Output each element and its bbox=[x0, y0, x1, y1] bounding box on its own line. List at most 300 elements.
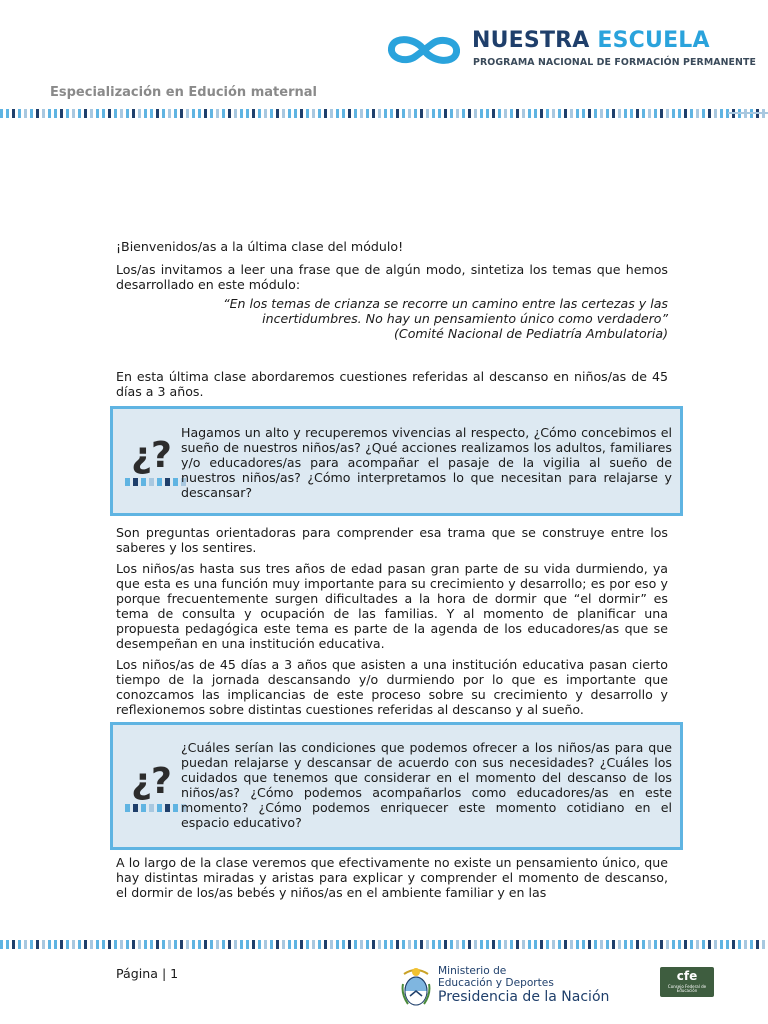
stripe-segment bbox=[582, 940, 585, 949]
stripe-segment bbox=[180, 940, 183, 949]
stripe-segment bbox=[330, 940, 333, 949]
stripe-segment bbox=[252, 940, 255, 949]
stripe-segment bbox=[756, 940, 759, 949]
stripe-segment bbox=[342, 109, 345, 118]
stripe-segment bbox=[654, 940, 657, 949]
stripe-segment bbox=[534, 940, 537, 949]
stripe-segment bbox=[522, 940, 525, 949]
stripe-segment bbox=[300, 940, 303, 949]
ministry-line-2: Educación y Deportes bbox=[438, 977, 554, 989]
stripe-segment bbox=[444, 940, 447, 949]
stripe-segment bbox=[648, 940, 651, 949]
stripe-segment bbox=[354, 109, 357, 118]
stripe-segment bbox=[696, 940, 699, 949]
stripe-segment bbox=[762, 940, 765, 949]
stripe-segment bbox=[708, 109, 711, 118]
stripe-segment bbox=[192, 109, 195, 118]
stripe-segment bbox=[150, 109, 153, 118]
stripe-segment bbox=[498, 109, 501, 118]
stripe-segment bbox=[12, 940, 15, 949]
stripe-segment bbox=[48, 940, 51, 949]
stripe-segment bbox=[282, 940, 285, 949]
welcome-text: ¡Bienvenidos/as a la última clase del módulo! bbox=[116, 239, 404, 254]
stripe-segment bbox=[714, 109, 717, 118]
stripe-segment bbox=[474, 109, 477, 118]
stripe-segment bbox=[96, 109, 99, 118]
stripe-segment bbox=[84, 940, 87, 949]
stripe-segment bbox=[468, 940, 471, 949]
stripe-segment bbox=[282, 109, 285, 118]
stripe-segment bbox=[420, 109, 423, 118]
stripe-segment bbox=[288, 109, 291, 118]
icon-bar bbox=[141, 478, 146, 486]
sleep-text: Los niños/as hasta sus tres años de edad pasan gran parte de su vida durmiendo, ya que esta es una función muy importante para su crecimiento y desarrollo; es por eso y porque frecuentemente surgen dificultades a la hora de dormir que “el dormir” es tema de consulta y ocupación de las familias. Y al momento de planificar una propuesta pedagógica este tema es parte de la agenda de los educadores/as que se desempeñan en una institución educativa. bbox=[116, 561, 668, 651]
stripe-segment bbox=[228, 109, 231, 118]
stripe-segment bbox=[492, 940, 495, 949]
stripe-segment bbox=[402, 940, 405, 949]
stripe-segment bbox=[288, 940, 291, 949]
stripe-segment bbox=[132, 109, 135, 118]
stripe-segment bbox=[228, 940, 231, 949]
stripe-segment bbox=[210, 940, 213, 949]
stripe-segment bbox=[60, 109, 63, 118]
stripe-segment bbox=[474, 940, 477, 949]
stripe-segment bbox=[342, 940, 345, 949]
icon-bar bbox=[157, 804, 162, 812]
logo-title bbox=[472, 28, 710, 53]
institution-text: Los niños/as de 45 días a 3 años que asisten a una institución educativa pasan cierto tiempo de la jornada descansando y/o durmiendo por lo que es importante que conozcamos las implicancias de este proceso sobre su crecimiento y desarrollo y reflexionemos sobre distintas cuestiones referidas al descanso y al sueño. bbox=[116, 657, 668, 717]
stripe-segment bbox=[636, 109, 639, 118]
question-box-2 bbox=[110, 722, 683, 850]
stripe-segment bbox=[642, 109, 645, 118]
stripe-segment bbox=[612, 940, 615, 949]
stripe-segment bbox=[630, 940, 633, 949]
stripe-segment bbox=[234, 940, 237, 949]
stripe-segment bbox=[108, 109, 111, 118]
quote-line-1: “En los temas de crianza se recorre un camino entre las certezas y las bbox=[223, 296, 668, 311]
stripe-segment bbox=[678, 940, 681, 949]
stripe-segment bbox=[222, 940, 225, 949]
stripe-segment bbox=[42, 940, 45, 949]
stripe-segment bbox=[144, 109, 147, 118]
stripe-segment bbox=[144, 940, 147, 949]
stripe-segment bbox=[198, 109, 201, 118]
stripe-segment bbox=[318, 940, 321, 949]
stripe-segment bbox=[540, 109, 543, 118]
stripe-segment bbox=[120, 109, 123, 118]
stripe-segment bbox=[600, 940, 603, 949]
stripe-segment bbox=[576, 940, 579, 949]
stripe-segment bbox=[366, 940, 369, 949]
cfe-subtitle: Consejo Federal de Educación bbox=[667, 984, 707, 993]
icon-bar bbox=[125, 804, 130, 812]
stripe-segment bbox=[306, 940, 309, 949]
stripe-segment bbox=[240, 940, 243, 949]
nuestra-escuela-logo bbox=[384, 26, 757, 76]
page-number: Página | 1 bbox=[116, 966, 179, 981]
stripe-segment bbox=[126, 109, 129, 118]
icon-bar bbox=[133, 478, 138, 486]
stripe-segment bbox=[0, 109, 3, 118]
stripe-segment bbox=[18, 940, 21, 949]
stripe-segment bbox=[126, 940, 129, 949]
stripe-segment bbox=[372, 940, 375, 949]
ministry-logo bbox=[400, 964, 640, 1012]
stripe-segment bbox=[696, 109, 699, 118]
stripe-segment bbox=[198, 940, 201, 949]
stripe-segment bbox=[528, 109, 531, 118]
icon-bar bbox=[165, 478, 170, 486]
stripe-segment bbox=[156, 940, 159, 949]
icon-bar bbox=[173, 478, 178, 486]
stripe-segment bbox=[162, 109, 165, 118]
stripe-segment bbox=[348, 109, 351, 118]
icon-bar bbox=[141, 804, 146, 812]
question-mark-glyph: ¿? bbox=[131, 435, 171, 476]
logo-subtitle: PROGRAMA NACIONAL DE FORMACIÓN PERMANENTE bbox=[473, 57, 757, 68]
stripe-segment bbox=[294, 109, 297, 118]
stripe-segment bbox=[48, 109, 51, 118]
stripe-segment bbox=[78, 109, 81, 118]
stripe-segment bbox=[6, 940, 9, 949]
stripe-segment bbox=[480, 109, 483, 118]
guiding-text: Son preguntas orientadoras para comprender esa trama que se construye entre los saberes y los sentires. bbox=[116, 525, 668, 555]
stripe-segment bbox=[678, 109, 681, 118]
stripe-segment bbox=[594, 109, 597, 118]
stripe-segment bbox=[108, 940, 111, 949]
stripe-segment bbox=[408, 940, 411, 949]
stripe-segment bbox=[222, 109, 225, 118]
stripe-segment bbox=[582, 109, 585, 118]
stripe-segment bbox=[36, 940, 39, 949]
stripe-segment bbox=[102, 940, 105, 949]
stripe-segment bbox=[480, 940, 483, 949]
stripe-segment bbox=[312, 109, 315, 118]
stripe-segment bbox=[552, 940, 555, 949]
stripe-segment bbox=[258, 109, 261, 118]
national-shield-icon bbox=[400, 964, 432, 1008]
stripe-segment bbox=[354, 940, 357, 949]
stripe-segment bbox=[594, 940, 597, 949]
intro-text: Los/as invitamos a leer una frase que de algún modo, sintetiza los temas que hemos desarrollado en este módulo: bbox=[116, 262, 668, 292]
stripe-segment bbox=[432, 940, 435, 949]
stripe-segment bbox=[432, 109, 435, 118]
class-intro-paragraph bbox=[116, 369, 668, 399]
stripe-segment bbox=[180, 109, 183, 118]
infinity-logo-icon bbox=[384, 30, 464, 70]
stripe-segment bbox=[114, 109, 117, 118]
stripe-segment bbox=[666, 940, 669, 949]
icon-bar bbox=[125, 478, 130, 486]
stripe-segment bbox=[456, 109, 459, 118]
stripe-segment bbox=[750, 940, 753, 949]
stripe-segment bbox=[54, 940, 57, 949]
stripe-segment bbox=[498, 940, 501, 949]
stripe-segment bbox=[78, 940, 81, 949]
stripe-segment bbox=[516, 940, 519, 949]
stripe-segment bbox=[264, 940, 267, 949]
stripe-segment bbox=[588, 109, 591, 118]
stripe-segment bbox=[672, 109, 675, 118]
stripe-segment bbox=[708, 940, 711, 949]
stripe-segment bbox=[300, 109, 303, 118]
stripe-segment bbox=[618, 109, 621, 118]
stripe-segment bbox=[702, 940, 705, 949]
stripe-segment bbox=[90, 109, 93, 118]
stripe-segment bbox=[612, 109, 615, 118]
stripe-segment bbox=[204, 109, 207, 118]
ministry-line-1: Ministerio de bbox=[438, 965, 507, 977]
stripe-segment bbox=[462, 109, 465, 118]
question-box-2-text: ¿Cuáles serían las condiciones que podemos ofrecer a los niños/as para que puedan relajarse y descansar de acuerdo con sus necesidades? ¿Cuáles los cuidados que tenemos que considerar en el momento del descanso de los niños/as? ¿Cómo podemos acompañarlos como educadores/as en este momento? ¿Cómo podemos enriquecer este momento cotidiano en el espacio educativo? bbox=[181, 740, 672, 830]
stripe-segment bbox=[456, 940, 459, 949]
stripe-segment bbox=[504, 940, 507, 949]
stripe-segment bbox=[18, 109, 21, 118]
stripe-segment bbox=[390, 109, 393, 118]
stripe-segment bbox=[564, 940, 567, 949]
stripe-segment bbox=[24, 940, 27, 949]
stripe-segment bbox=[66, 109, 69, 118]
stripe-segment bbox=[276, 109, 279, 118]
stripe-segment bbox=[636, 940, 639, 949]
stripe-segment bbox=[66, 940, 69, 949]
stripe-segment bbox=[660, 109, 663, 118]
stripe-segment bbox=[600, 109, 603, 118]
stripe-segment bbox=[138, 940, 141, 949]
stripe-segment bbox=[660, 940, 663, 949]
stripe-segment bbox=[648, 109, 651, 118]
stripe-segment bbox=[576, 109, 579, 118]
sleep-paragraph bbox=[116, 561, 668, 651]
icon-bar bbox=[133, 804, 138, 812]
stripe-segment bbox=[510, 109, 513, 118]
stripe-segment bbox=[216, 940, 219, 949]
stripe-segment bbox=[348, 940, 351, 949]
stripe-segment bbox=[246, 940, 249, 949]
stripe-segment bbox=[666, 109, 669, 118]
stripe-segment bbox=[102, 109, 105, 118]
class-intro-text: En esta última clase abordaremos cuestiones referidas al descanso en niños/as de 45 días a 3 años. bbox=[116, 369, 668, 399]
stripe-segment bbox=[546, 109, 549, 118]
stripe-segment bbox=[384, 940, 387, 949]
stripe-segment bbox=[684, 940, 687, 949]
stripe-segment bbox=[642, 940, 645, 949]
stripe-segment bbox=[294, 940, 297, 949]
stripe-segment bbox=[570, 109, 573, 118]
stripe-segment bbox=[522, 109, 525, 118]
stripe-segment bbox=[324, 109, 327, 118]
stripe-segment bbox=[192, 940, 195, 949]
stripe-segment bbox=[240, 109, 243, 118]
stripe-segment bbox=[414, 109, 417, 118]
guiding-paragraph bbox=[116, 525, 668, 555]
stripe-segment bbox=[606, 940, 609, 949]
stripe-segment bbox=[276, 940, 279, 949]
stripe-segment bbox=[426, 109, 429, 118]
stripe-segment bbox=[690, 109, 693, 118]
stripe-segment bbox=[714, 940, 717, 949]
stripe-segment bbox=[174, 940, 177, 949]
stripe-segment bbox=[450, 940, 453, 949]
stripe-segment bbox=[174, 109, 177, 118]
stripe-segment bbox=[264, 109, 267, 118]
stripe-segment bbox=[12, 109, 15, 118]
stripe-segment bbox=[516, 109, 519, 118]
icon-bar bbox=[149, 804, 154, 812]
question-box-1 bbox=[110, 406, 683, 516]
stripe-segment bbox=[336, 940, 339, 949]
stripe-segment bbox=[426, 940, 429, 949]
stripe-segment bbox=[216, 109, 219, 118]
decorative-stripe-top bbox=[0, 109, 768, 121]
stripe-segment bbox=[744, 940, 747, 949]
stripe-segment bbox=[72, 940, 75, 949]
logo-word-escuela: ESCUELA bbox=[597, 28, 710, 53]
stripe-segment bbox=[270, 109, 273, 118]
stripe-segment bbox=[546, 940, 549, 949]
stripe-segment bbox=[738, 940, 741, 949]
stripe-line bbox=[728, 112, 768, 114]
stripe-segment bbox=[168, 940, 171, 949]
stripe-segment bbox=[588, 940, 591, 949]
closing-text: A lo largo de la clase veremos que efectivamente no existe un pensamiento único, que hay distintas miradas y aristas para explicar y comprender el momento de descanso, el dormir de los/as bebés y niños/as en el ambiente familiar y en las bbox=[116, 855, 668, 900]
stripe-segment bbox=[390, 940, 393, 949]
icon-bar bbox=[157, 478, 162, 486]
stripe-segment bbox=[378, 940, 381, 949]
stripe-segment bbox=[726, 940, 729, 949]
stripe-segment bbox=[720, 940, 723, 949]
stripe-segment bbox=[186, 109, 189, 118]
stripe-segment bbox=[156, 109, 159, 118]
stripe-segment bbox=[486, 940, 489, 949]
stripe-segment bbox=[558, 940, 561, 949]
stripe-segment bbox=[318, 109, 321, 118]
stripe-segment bbox=[96, 940, 99, 949]
stripe-segment bbox=[366, 109, 369, 118]
stripe-segment bbox=[24, 109, 27, 118]
closing-paragraph bbox=[116, 855, 668, 900]
stripe-segment bbox=[324, 940, 327, 949]
stripe-segment bbox=[408, 109, 411, 118]
stripe-segment bbox=[72, 109, 75, 118]
quote-block bbox=[116, 296, 668, 341]
stripe-segment bbox=[396, 940, 399, 949]
stripe-segment bbox=[270, 940, 273, 949]
question-mark-glyph: ¿? bbox=[131, 761, 171, 802]
stripe-segment bbox=[132, 940, 135, 949]
stripe-segment bbox=[552, 109, 555, 118]
stripe-segment bbox=[6, 109, 9, 118]
stripe-segment bbox=[624, 109, 627, 118]
stripe-segment bbox=[210, 109, 213, 118]
stripe-segment bbox=[720, 109, 723, 118]
stripe-segment bbox=[450, 109, 453, 118]
stripe-segment bbox=[84, 109, 87, 118]
stripe-segment bbox=[360, 940, 363, 949]
stripe-segment bbox=[306, 109, 309, 118]
stripe-segment bbox=[384, 109, 387, 118]
stripe-segment bbox=[246, 109, 249, 118]
cfe-label: cfe bbox=[676, 969, 698, 983]
stripe-segment bbox=[90, 940, 93, 949]
stripe-segment bbox=[114, 940, 117, 949]
decorative-stripe-bottom bbox=[0, 940, 768, 952]
stripe-segment bbox=[702, 109, 705, 118]
stripe-segment bbox=[252, 109, 255, 118]
stripe-segment bbox=[30, 940, 33, 949]
ministry-line-3: Presidencia de la Nación bbox=[438, 989, 610, 1005]
stripe-segment bbox=[510, 940, 513, 949]
stripe-segment bbox=[444, 109, 447, 118]
stripe-segment bbox=[624, 940, 627, 949]
stripe-segment bbox=[60, 940, 63, 949]
stripe-segment bbox=[558, 109, 561, 118]
stripe-segment bbox=[330, 109, 333, 118]
stripe-segment bbox=[150, 940, 153, 949]
institution-paragraph bbox=[116, 657, 668, 717]
icon-bar bbox=[149, 478, 154, 486]
stripe-segment bbox=[618, 940, 621, 949]
welcome-paragraph bbox=[116, 239, 668, 254]
stripe-segment bbox=[168, 109, 171, 118]
stripe-segment bbox=[492, 109, 495, 118]
stripe-segment bbox=[204, 940, 207, 949]
stripe-segment bbox=[570, 940, 573, 949]
stripe-segment bbox=[30, 109, 33, 118]
intro-paragraph bbox=[116, 262, 668, 292]
stripe-segment bbox=[468, 109, 471, 118]
stripe-segment bbox=[438, 940, 441, 949]
cfe-logo bbox=[660, 967, 714, 997]
stripe-segment bbox=[162, 940, 165, 949]
stripe-segment bbox=[0, 940, 3, 949]
stripe-segment bbox=[258, 940, 261, 949]
stripe-segment bbox=[732, 940, 735, 949]
stripe-segment bbox=[42, 109, 45, 118]
stripe-segment bbox=[372, 109, 375, 118]
stripe-segment bbox=[534, 109, 537, 118]
quote-source: (Comité Nacional de Pediatría Ambulatoria) bbox=[394, 326, 668, 341]
icon-bar bbox=[165, 804, 170, 812]
stripe-segment bbox=[186, 940, 189, 949]
stripe-segment bbox=[336, 109, 339, 118]
icon-bar bbox=[173, 804, 178, 812]
stripe-segment bbox=[540, 940, 543, 949]
stripe-segment bbox=[486, 109, 489, 118]
stripe-segment bbox=[630, 109, 633, 118]
stripe-segment bbox=[672, 940, 675, 949]
stripe-segment bbox=[462, 940, 465, 949]
stripe-segment bbox=[606, 109, 609, 118]
stripe-segment bbox=[378, 109, 381, 118]
question-box-1-text: Hagamos un alto y recuperemos vivencias al respecto, ¿Cómo concebimos el sueño de nuestros niños/as? ¿Qué acciones realizamos los adultos, familiares y/o educadores/as para acompañar el pasaje de la vigilia al sueño de nuestros niños/as? ¿Cómo interpretamos lo que necesitan para relajarse y descansar? bbox=[181, 425, 672, 500]
stripe-segment bbox=[234, 109, 237, 118]
stripe-segment bbox=[360, 109, 363, 118]
stripe-segment bbox=[438, 109, 441, 118]
stripe-segment bbox=[528, 940, 531, 949]
stripe-segment bbox=[138, 109, 141, 118]
course-title: Especialización en Edución maternal bbox=[50, 85, 317, 100]
stripe-segment bbox=[690, 940, 693, 949]
stripe-segment bbox=[396, 109, 399, 118]
stripe-segment bbox=[402, 109, 405, 118]
stripe-segment bbox=[564, 109, 567, 118]
stripe-segment bbox=[120, 940, 123, 949]
stripe-segment bbox=[654, 109, 657, 118]
stripe-segment bbox=[684, 109, 687, 118]
logo-word-nuestra: NUESTRA bbox=[472, 28, 590, 53]
stripe-segment bbox=[36, 109, 39, 118]
